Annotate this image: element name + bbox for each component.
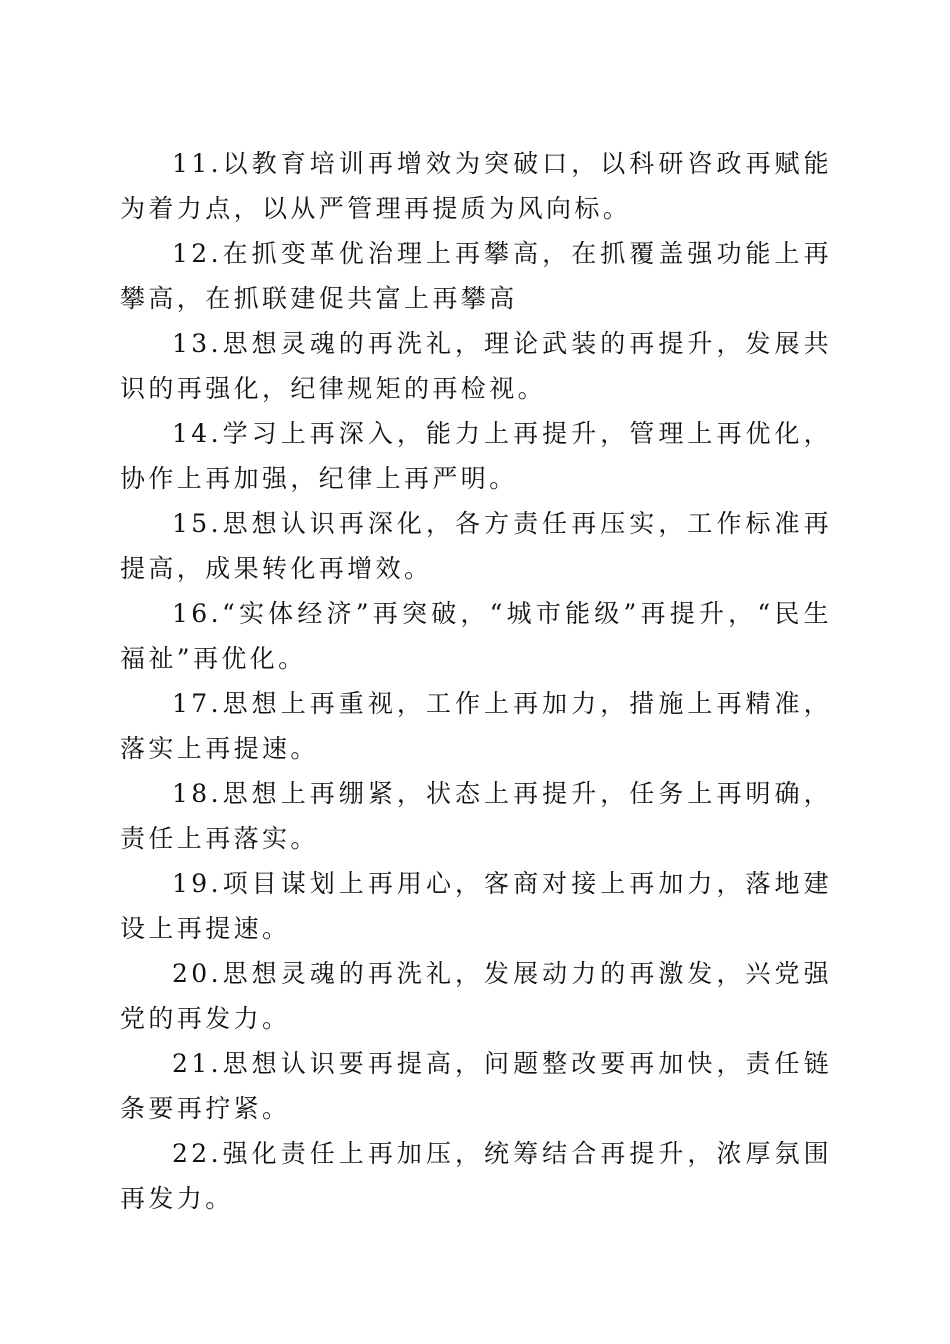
document-body [120,141,832,1221]
paragraph-15: 15.思想认识再深化，各方责任再压实，工作标准再提高，成果转化再增效。 [120,509,832,583]
paragraph-20: 20.思想灵魂的再洗礼，发展动力的再激发，兴党强党的再发力。 [120,959,832,1033]
paragraph-17: 17.思想上再重视，工作上再加力，措施上再精准，落实上再提速。 [120,689,832,763]
paragraph-16: 16.“实体经济”再突破，“城市能级”再提升，“民生福祉”再优化。 [120,599,832,673]
paragraph-22: 22.强化责任上再加压，统筹结合再提升，浓厚氛围再发力。 [120,1139,832,1213]
paragraph-13: 13.思想灵魂的再洗礼，理论武装的再提升，发展共识的再强化，纪律规矩的再检视。 [120,329,832,403]
paragraph-18: 18.思想上再绷紧，状态上再提升，任务上再明确，责任上再落实。 [120,779,832,853]
paragraph-21: 21.思想认识要再提高，问题整改要再加快，责任链条要再拧紧。 [120,1049,832,1123]
paragraph-12: 12.在抓变革优治理上再攀高，在抓覆盖强功能上再攀高，在抓联建促共富上再攀高 [120,239,832,313]
paragraph-19: 19.项目谋划上再用心，客商对接上再加力，落地建设上再提速。 [120,869,832,943]
paragraph-14: 14.学习上再深入，能力上再提升，管理上再优化，协作上再加强，纪律上再严明。 [120,419,832,493]
paragraph-11: 11.以教育培训再增效为突破口，以科研咨政再赋能为着力点，以从严管理再提质为风向标。 [120,149,832,223]
